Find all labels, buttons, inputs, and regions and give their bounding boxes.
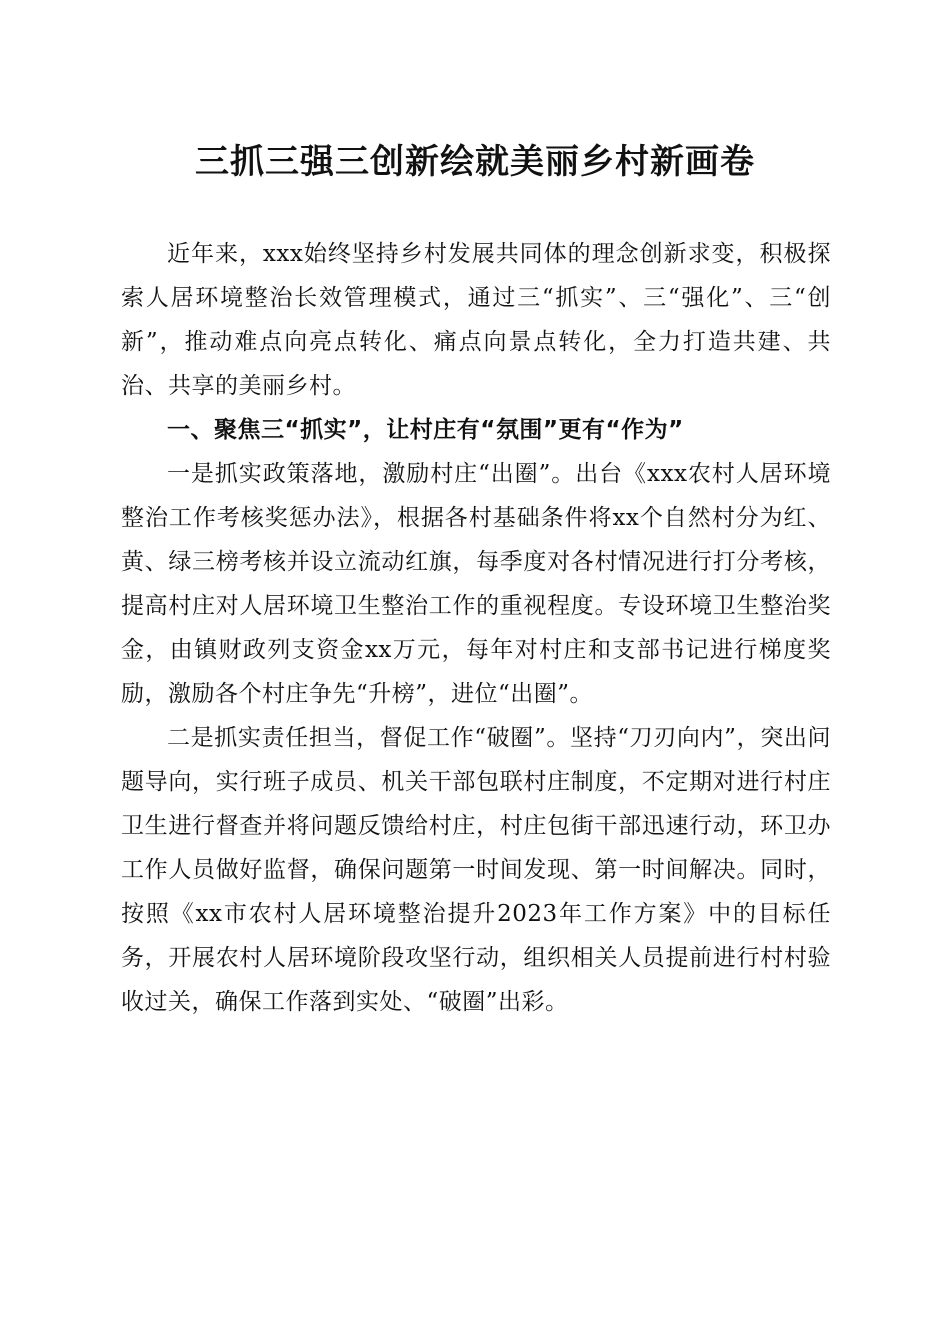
document-title: 三抓三强三创新绘就美丽乡村新画卷 [195, 142, 755, 182]
paragraph-responsibility: 二是抓实责任担当，督促工作“破圈”。坚持“刀刃向内”，突出问题导向，实行班子成员、机关干部包联村庄制度，不定期对进行村庄卫生进行督查并将问题反馈给村庄，村庄包街干部迅速行动，环卫办工作人员做好监督，确保问题第一时间发现、第一时间解决。同时，按照《xx市农村人居环境整治提升2023年工作方案》中的目标任务，开展农村人居环境阶段攻坚行动，组织相关人员提前进行村村验收过关，确保工作落到实处、“破圈”出彩。 [121, 725, 831, 1015]
section-heading: 一、聚焦三“抓实”，让村庄有“氛围”更有“作为” [167, 417, 684, 443]
document-body [121, 232, 831, 1024]
paragraph-policy: 一是抓实政策落地，激励村庄“出圈”。出台《xxx农村人居环境整治工作考核奖惩办法》，根据各村基础条件将xx个自然村分为红、黄、绿三榜考核并设立流动红旗，每季度对各村情况进行打分考核，提高村庄对人居环境卫生整治工作的重视程度。专设环境卫生整治奖金，由镇财政列支资金xx万元，每年对村庄和支部书记进行梯度奖励，激励各个村庄争先“升榜”，进位“出圈”。 [121, 461, 831, 707]
intro-paragraph: 近年来，xxx始终坚持乡村发展共同体的理念创新求变，积极探索人居环境整治长效管理模式，通过三“抓实”、三“强化”、三“创新”，推动难点向亮点转化、痛点向景点转化，全力打造共建、共治、共享的美丽乡村。 [121, 241, 831, 399]
